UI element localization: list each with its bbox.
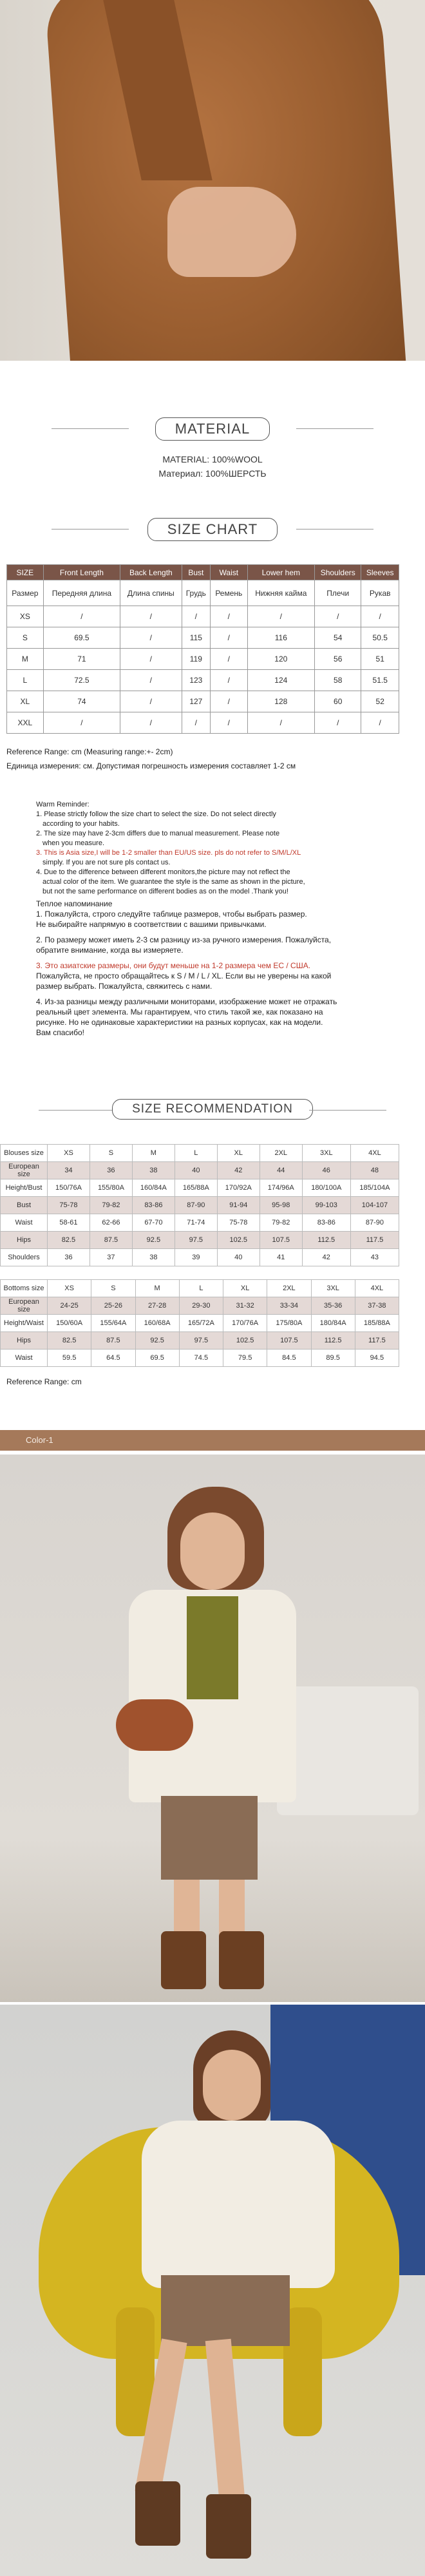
table-cell: 59.5: [48, 1350, 91, 1367]
table-cell: 99-103: [302, 1197, 350, 1214]
reminder-line: 2. The size may have 2-3cm differs due to manual measurement. Please note: [36, 830, 280, 837]
heading-rule-left: [39, 1110, 116, 1111]
header-cell-ru: Плечи: [315, 580, 361, 606]
size-row-xxl: [7, 712, 399, 734]
table-cell: 75-78: [48, 1197, 90, 1214]
table-cell: 79-82: [90, 1197, 132, 1214]
table-cell: 79-82: [260, 1214, 302, 1232]
hero-photo-coat-closeup: [0, 0, 425, 361]
table-cell: /: [247, 606, 314, 627]
reminder-line-ru: реальный цвет элемента. Мы гарантируем, что стиль такой же, как показано на: [36, 1007, 323, 1016]
bag-shape: [116, 1699, 193, 1751]
material-heading: [0, 417, 425, 441]
reminder-line: when you measure.: [42, 839, 104, 847]
table-row: [1, 1297, 399, 1315]
reminder-title-ru: Теплое напоминание: [36, 899, 113, 908]
reminder-line-ru: Вам спасибо!: [36, 1028, 85, 1037]
table-row: [1, 1280, 399, 1297]
table-cell: /: [211, 649, 248, 670]
table-cell: L: [175, 1145, 217, 1162]
material-line-en: MATERIAL: 100%WOOL: [162, 454, 263, 464]
table-cell: 51.5: [361, 670, 399, 691]
heading-rule-right: [296, 428, 373, 429]
row-label-cell: Waist: [1, 1350, 48, 1367]
row-label-cell: Bottoms size: [1, 1280, 48, 1297]
reminder-line-ru: Пожалуйста, не просто обращайтесь к S / M / L / XL. Если вы не уверены на какой: [36, 971, 332, 980]
table-cell: 37: [90, 1249, 132, 1266]
color-label-bar: [0, 1430, 425, 1451]
table-cell: 42: [302, 1249, 350, 1266]
table-cell: /: [120, 691, 182, 712]
table-cell: 170/76A: [223, 1315, 267, 1332]
table-cell: 50.5: [361, 627, 399, 649]
boot-left-shape: [161, 1931, 206, 1989]
header-cell-ru: Передняя длина: [43, 580, 120, 606]
leg-right-shape: [205, 2339, 246, 2508]
size-row-l: [7, 670, 399, 691]
color-label: Color-1: [26, 1435, 53, 1445]
header-cell: SIZE: [7, 565, 44, 580]
table-cell: 82.5: [48, 1332, 91, 1350]
table-cell: 112.5: [311, 1332, 355, 1350]
reminder-line: actual color of the item. We guarantee the style is the same as shown in the picture,: [42, 878, 305, 886]
size-chart-header-row: [7, 565, 399, 580]
table-cell: M: [7, 649, 44, 670]
table-cell: 52: [361, 691, 399, 712]
row-label-cell: Bust: [1, 1197, 48, 1214]
table-cell: 185/88A: [355, 1315, 399, 1332]
table-cell: 155/64A: [91, 1315, 135, 1332]
table-cell: 107.5: [267, 1332, 311, 1350]
table-cell: 91-94: [217, 1197, 260, 1214]
model-photo-seated: [0, 2005, 425, 2576]
table-cell: /: [43, 606, 120, 627]
table-cell: 74: [43, 691, 120, 712]
table-cell: /: [120, 606, 182, 627]
warm-reminder-ru: [36, 899, 397, 1038]
reminder-line-ru: 4. Из-за разницы между различными мониторами, изображение может не отражать: [36, 997, 337, 1006]
row-label-cell: Height/Bust: [1, 1179, 48, 1197]
table-cell: 24-25: [48, 1297, 91, 1315]
table-cell: 72.5: [43, 670, 120, 691]
header-cell: Waist: [211, 565, 248, 580]
table-cell: 71: [43, 649, 120, 670]
reference-range-en: Reference Range: cm (Measuring range:+- 2cm): [6, 747, 173, 756]
table-cell: /: [361, 712, 399, 734]
table-cell: S: [7, 627, 44, 649]
size-chart-table: [6, 564, 399, 734]
table-cell: S: [90, 1145, 132, 1162]
table-cell: 174/96A: [260, 1179, 302, 1197]
header-cell-ru: Размер: [7, 580, 44, 606]
table-cell: 3XL: [311, 1280, 355, 1297]
reminder-line: simply. If you are not sure pls contact us.: [42, 859, 171, 866]
size-row-xl: [7, 691, 399, 712]
table-cell: 79.5: [223, 1350, 267, 1367]
table-cell: /: [211, 627, 248, 649]
table-cell: 60: [315, 691, 361, 712]
table-cell: 74.5: [179, 1350, 223, 1367]
reminder-line-ru: 3. Это азиатские размеры, они будут меньше на 1-2 размера чем ЕС / США.: [36, 961, 311, 970]
table-cell: 180/84A: [311, 1315, 355, 1332]
table-cell: 82.5: [48, 1232, 90, 1249]
table-cell: 71-74: [175, 1214, 217, 1232]
row-label-cell: European size: [1, 1162, 48, 1179]
table-cell: 87.5: [91, 1332, 135, 1350]
table-cell: 39: [175, 1249, 217, 1266]
heading-rule-left: [52, 428, 129, 429]
table-cell: XS: [48, 1145, 90, 1162]
table-cell: 36: [90, 1162, 132, 1179]
table-cell: 127: [182, 691, 210, 712]
table-cell: XL: [223, 1280, 267, 1297]
table-cell: 120: [247, 649, 314, 670]
table-cell: XL: [217, 1145, 260, 1162]
table-cell: XS: [48, 1280, 91, 1297]
table-cell: 165/72A: [179, 1315, 223, 1332]
table-cell: XS: [7, 606, 44, 627]
boot-right-shape: [206, 2494, 251, 2559]
face-shape: [180, 1512, 245, 1590]
table-row: [1, 1179, 399, 1197]
size-chart-header-row-ru: [7, 580, 399, 606]
table-cell: 75-78: [217, 1214, 260, 1232]
table-row: [1, 1315, 399, 1332]
row-label-cell: Shoulders: [1, 1249, 48, 1266]
reminder-line-ru: рисунке. Но не одинаковые характеристики на разных корпусах, как на модели.: [36, 1018, 323, 1027]
table-cell: 41: [260, 1249, 302, 1266]
table-cell: 102.5: [223, 1332, 267, 1350]
table-cell: 115: [182, 627, 210, 649]
table-cell: 27-28: [135, 1297, 179, 1315]
size-recommendation-title: SIZE RECOMMENDATION: [112, 1099, 313, 1120]
header-cell: Back Length: [120, 565, 182, 580]
heading-rule-right: [309, 1110, 386, 1111]
reminder-line-ru: 1. Пожалуйста, строго следуйте таблице размеров, чтобы выбрать размер.: [36, 910, 307, 919]
reminder-line: 4. Due to the difference between different monitors,the picture may not reflect the: [36, 868, 290, 876]
table-cell: 116: [247, 627, 314, 649]
table-cell: 69.5: [135, 1350, 179, 1367]
olive-top-shape: [187, 1596, 238, 1699]
table-cell: 97.5: [179, 1332, 223, 1350]
reminder-title: Warm Reminder:: [36, 801, 90, 808]
table-cell: 29-30: [179, 1297, 223, 1315]
table-cell: 112.5: [302, 1232, 350, 1249]
bottoms-size-table: [0, 1279, 399, 1367]
table-cell: 42: [217, 1162, 260, 1179]
size-row-xs: [7, 606, 399, 627]
table-cell: 58: [315, 670, 361, 691]
table-cell: 34: [48, 1162, 90, 1179]
row-label-cell: Hips: [1, 1332, 48, 1350]
table-cell: 4XL: [350, 1145, 399, 1162]
shorts-shape: [161, 2275, 290, 2346]
table-cell: 3XL: [302, 1145, 350, 1162]
table-cell: 165/88A: [175, 1179, 217, 1197]
table-row: [1, 1350, 399, 1367]
table-row: [1, 1145, 399, 1162]
shorts-shape: [161, 1796, 258, 1880]
table-cell: /: [120, 712, 182, 734]
table-cell: M: [132, 1145, 175, 1162]
table-cell: 62-66: [90, 1214, 132, 1232]
table-cell: /: [315, 712, 361, 734]
table-cell: /: [43, 712, 120, 734]
hand-shape: [167, 187, 296, 277]
reminder-line-ru: Не выбирайте напрямую в соответствии с вашими привычками.: [36, 920, 267, 929]
header-cell: Lower hem: [247, 565, 314, 580]
table-cell: 89.5: [311, 1350, 355, 1367]
row-label-cell: Height/Waist: [1, 1315, 48, 1332]
table-row: [1, 1162, 399, 1179]
header-cell-ru: Рукав: [361, 580, 399, 606]
boot-left-shape: [135, 2481, 180, 2546]
table-cell: 83-86: [302, 1214, 350, 1232]
table-cell: /: [120, 627, 182, 649]
reminder-line-ru: размер выбрать. Пожалуйста, свяжитесь с нами.: [36, 982, 212, 991]
table-cell: XL: [7, 691, 44, 712]
camel-coat-shape: [44, 0, 406, 361]
row-label-cell: European size: [1, 1297, 48, 1315]
table-cell: /: [211, 691, 248, 712]
table-cell: 150/76A: [48, 1179, 90, 1197]
table-row: [1, 1214, 399, 1232]
table-cell: L: [7, 670, 44, 691]
table-cell: 128: [247, 691, 314, 712]
table-cell: 87.5: [90, 1232, 132, 1249]
face-shape: [203, 2050, 261, 2121]
table-cell: 4XL: [355, 1280, 399, 1297]
table-cell: /: [211, 712, 248, 734]
table-cell: 180/100A: [302, 1179, 350, 1197]
model-photo-standing: [0, 1455, 425, 2002]
row-label-cell: Blouses size: [1, 1145, 48, 1162]
size-row-s: [7, 627, 399, 649]
table-cell: 54: [315, 627, 361, 649]
table-row: [1, 1232, 399, 1249]
table-cell: 155/80A: [90, 1179, 132, 1197]
heading-rule-right: [296, 529, 373, 530]
header-cell: Front Length: [43, 565, 120, 580]
table-cell: 35-36: [311, 1297, 355, 1315]
header-cell: Sleeves: [361, 565, 399, 580]
table-cell: 92.5: [132, 1232, 175, 1249]
table-cell: 102.5: [217, 1232, 260, 1249]
table-row: [1, 1249, 399, 1266]
table-cell: /: [182, 712, 210, 734]
table-cell: 40: [175, 1162, 217, 1179]
table-cell: 58-61: [48, 1214, 90, 1232]
warm-reminder-en: [36, 800, 397, 897]
table-row: [1, 1332, 399, 1350]
table-cell: 87-90: [175, 1197, 217, 1214]
table-row: [1, 1197, 399, 1214]
boot-right-shape: [219, 1931, 264, 1989]
header-cell: Bust: [182, 565, 210, 580]
table-cell: 56: [315, 649, 361, 670]
table-cell: M: [135, 1280, 179, 1297]
table-cell: 31-32: [223, 1297, 267, 1315]
table-cell: 104-107: [350, 1197, 399, 1214]
table-cell: 64.5: [91, 1350, 135, 1367]
table-cell: 40: [217, 1249, 260, 1266]
table-cell: 67-70: [132, 1214, 175, 1232]
header-cell-ru: Нижняя кайма: [247, 580, 314, 606]
size-recommendation-heading: [0, 1099, 425, 1120]
table-cell: 36: [48, 1249, 90, 1266]
header-cell: Shoulders: [315, 565, 361, 580]
heading-rule-left: [52, 529, 129, 530]
table-cell: 46: [302, 1162, 350, 1179]
table-cell: 2XL: [267, 1280, 311, 1297]
table-cell: 123: [182, 670, 210, 691]
header-cell-ru: Длина спины: [120, 580, 182, 606]
table-cell: 69.5: [43, 627, 120, 649]
table-cell: /: [120, 670, 182, 691]
table-cell: 51: [361, 649, 399, 670]
size-row-m: [7, 649, 399, 670]
reminder-line: 3. This is Asia size,I will be 1-2 smaller than EU/US size. pls do not refer to S/M/L/XL: [36, 849, 301, 857]
table-cell: 84.5: [267, 1350, 311, 1367]
table-cell: 43: [350, 1249, 399, 1266]
reminder-line-ru: обратите внимание, когда вы измеряете.: [36, 946, 184, 955]
table-cell: /: [182, 606, 210, 627]
table-cell: 107.5: [260, 1232, 302, 1249]
table-cell: 2XL: [260, 1145, 302, 1162]
table-cell: /: [361, 606, 399, 627]
size-chart-heading: [0, 518, 425, 541]
table-cell: 117.5: [350, 1232, 399, 1249]
row-label-cell: Waist: [1, 1214, 48, 1232]
blouses-size-table: [0, 1144, 399, 1266]
table-cell: 37-38: [355, 1297, 399, 1315]
table-cell: 94.5: [355, 1350, 399, 1367]
reminder-line: according to your habits.: [42, 820, 120, 828]
table-cell: 44: [260, 1162, 302, 1179]
table-cell: XXL: [7, 712, 44, 734]
table-cell: /: [211, 670, 248, 691]
reference-range-ru: Единица измерения: см. Допустимая погрешность измерения составляет 1-2 см: [6, 761, 296, 770]
table-cell: L: [179, 1280, 223, 1297]
table-cell: 33-34: [267, 1297, 311, 1315]
table-cell: /: [247, 712, 314, 734]
table-cell: 87-90: [350, 1214, 399, 1232]
table-cell: 38: [132, 1162, 175, 1179]
reminder-line: but not the same performance on different bodies as on the model .Thank you!: [42, 888, 288, 895]
table-cell: 160/68A: [135, 1315, 179, 1332]
table-cell: 97.5: [175, 1232, 217, 1249]
table-cell: 119: [182, 649, 210, 670]
table-cell: 92.5: [135, 1332, 179, 1350]
table-cell: 170/92A: [217, 1179, 260, 1197]
reminder-line: 1. Please strictly follow the size chart to select the size. Do not select directly: [36, 810, 276, 818]
table-cell: 160/84A: [132, 1179, 175, 1197]
sofa-shape: [277, 1686, 419, 1815]
table-cell: S: [91, 1280, 135, 1297]
header-cell-ru: Ремень: [211, 580, 248, 606]
table-cell: 25-26: [91, 1297, 135, 1315]
row-label-cell: Hips: [1, 1232, 48, 1249]
table-cell: /: [211, 606, 248, 627]
table-cell: 185/104A: [350, 1179, 399, 1197]
table-cell: 124: [247, 670, 314, 691]
table-cell: 48: [350, 1162, 399, 1179]
table-cell: 150/60A: [48, 1315, 91, 1332]
table-cell: 38: [132, 1249, 175, 1266]
table-cell: 95-98: [260, 1197, 302, 1214]
size-chart-title: SIZE CHART: [147, 518, 278, 541]
reminder-line-ru: 2. По размеру может иметь 2-3 см разницу из-за ручного измерения. Пожалуйста,: [36, 935, 332, 944]
material-line-ru: Материал: 100%ШЕРСТЬ: [158, 468, 267, 479]
table-cell: 117.5: [355, 1332, 399, 1350]
table-cell: 175/80A: [267, 1315, 311, 1332]
material-title: MATERIAL: [155, 417, 270, 441]
table-cell: /: [120, 649, 182, 670]
table-cell: 83-86: [132, 1197, 175, 1214]
cream-coat-shape: [142, 2121, 335, 2288]
table-cell: /: [315, 606, 361, 627]
header-cell-ru: Грудь: [182, 580, 210, 606]
reference-range-rec: Reference Range: cm: [6, 1377, 82, 1386]
